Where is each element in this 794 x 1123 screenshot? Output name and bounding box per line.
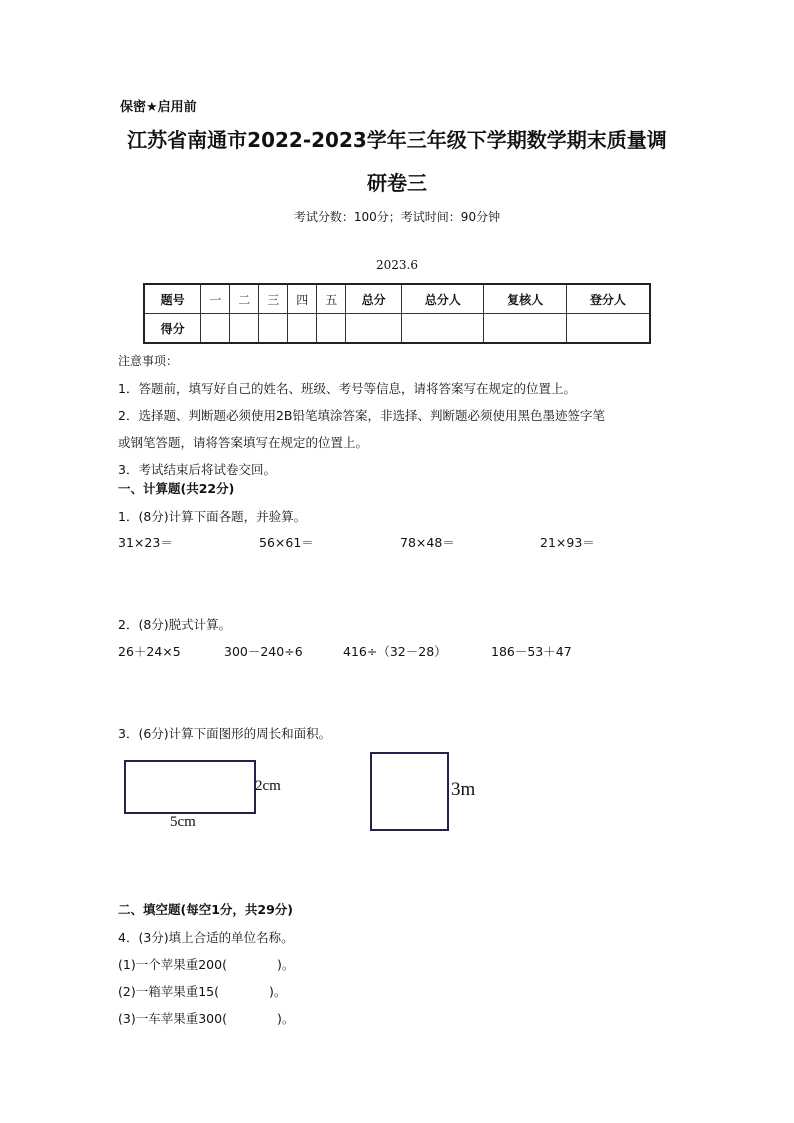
score-input-cell[interactable] (401, 314, 483, 344)
fill-blank-item: (3)一车苹果重300( )。 (118, 1011, 295, 1026)
page-title-line1: 江苏省南通市2022-2023学年三年级下学期数学期末质量调 (127, 128, 667, 152)
score-input-cell[interactable] (230, 314, 259, 344)
exam-date: 2023.6 (376, 258, 418, 272)
score-input-cell[interactable] (346, 314, 402, 344)
score-input-cell[interactable] (259, 314, 288, 344)
table-cell: 复核人 (484, 284, 566, 314)
question3-prompt: 3．(6分)计算下面图形的周长和面积。 (118, 726, 332, 741)
score-input-cell[interactable] (317, 314, 346, 344)
section1-heading: 一、计算题(共22分) (118, 481, 235, 496)
table-cell: 五 (317, 284, 346, 314)
expression: 78×48＝ (400, 535, 455, 550)
square-side-label: 3m (451, 779, 476, 800)
table-cell: 总分人 (401, 284, 483, 314)
rectangle-figure (124, 760, 256, 814)
question1-prompt: 1．(8分)计算下面各题，并验算。 (118, 509, 307, 524)
expression: 300－240÷6 (224, 644, 303, 659)
table-cell: 一 (201, 284, 230, 314)
score-table-score-row (144, 314, 650, 344)
note-item: 2．选择题、判断题必须使用2B铅笔填涂答案，非选择、判断题必须使用黑色墨迹签字笔 (118, 408, 605, 423)
question2-prompt: 2．(8分)脱式计算。 (118, 617, 232, 632)
fill-blank-item: (2)一箱苹果重15( )。 (118, 984, 287, 999)
page-title-line2: 研卷三 (367, 171, 427, 195)
expression: 56×61＝ (259, 535, 314, 550)
table-cell: 登分人 (566, 284, 650, 314)
square-figure (370, 752, 449, 831)
table-cell: 二 (230, 284, 259, 314)
score-table (143, 283, 651, 344)
table-cell: 三 (259, 284, 288, 314)
score-input-cell[interactable] (484, 314, 566, 344)
expression: 26＋24×5 (118, 644, 181, 659)
expression: 186－53＋47 (491, 644, 572, 659)
note-item: 或钢笔答题，请将答案填写在规定的位置上。 (118, 435, 369, 450)
table-cell: 题号 (144, 284, 201, 314)
table-cell: 得分 (144, 314, 201, 344)
confidential-label: 保密★启用前 (120, 100, 197, 115)
score-input-cell[interactable] (201, 314, 230, 344)
expression: 416÷（32－28） (343, 644, 447, 659)
score-input-cell[interactable] (288, 314, 317, 344)
score-table-header-row (144, 284, 650, 314)
table-cell: 四 (288, 284, 317, 314)
note-item: 3．考试结束后将试卷交回。 (118, 462, 276, 477)
question4-prompt: 4．(3分)填上合适的单位名称。 (118, 930, 294, 945)
expression: 31×23＝ (118, 535, 173, 550)
note-item: 1．答题前，填写好自己的姓名、班级、考号等信息，请将答案写在规定的位置上。 (118, 381, 576, 396)
fill-blank-item: (1)一个苹果重200( )。 (118, 957, 295, 972)
notes-heading: 注意事项： (118, 354, 179, 368)
table-cell: 总分 (346, 284, 402, 314)
score-input-cell[interactable] (566, 314, 650, 344)
section2-heading: 二、填空题(每空1分，共29分) (118, 902, 294, 917)
expression: 21×93＝ (540, 535, 595, 550)
exam-info: 考试分数：100分；考试时间：90分钟 (293, 210, 501, 224)
rectangle-height-label: 2cm (255, 778, 281, 794)
rectangle-width-label: 5cm (170, 814, 196, 830)
